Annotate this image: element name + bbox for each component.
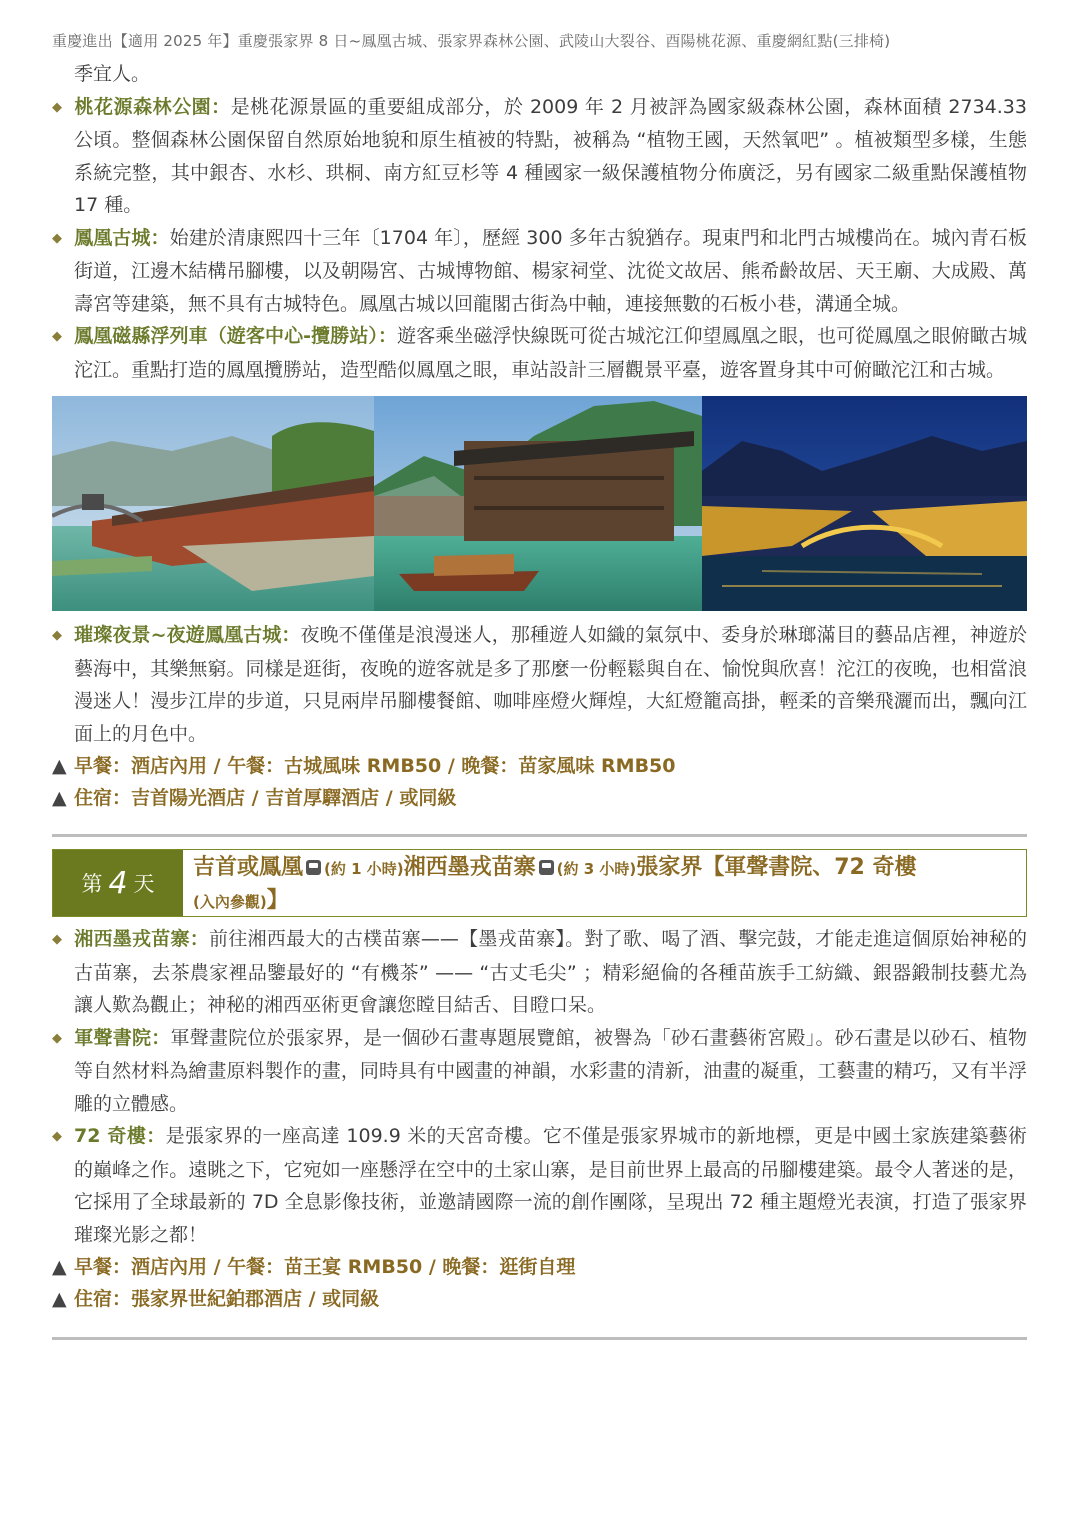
stilt-house-boat-photo: [374, 396, 702, 611]
divider: [52, 1337, 1027, 1340]
diamond-icon: ◆: [52, 99, 62, 115]
triangle-icon: ▲: [52, 755, 67, 777]
list-item: ◆ 鳳凰古城：始建於清康熙四十三年〔1704 年〕，歷經 300 多年古貌猶存。現東門和北門古城樓尚在。城內青石板街道，江邊木結構吊腳樓，以及朝陽宮、古城博物館、楊家祠堂、沈從文故居、熊希齡故居、天王廟、大成殿、萬壽宮等建築，無不具有古城特色。鳳凰古城以回龍閣古街為中軸，連接無數的石板小巷，溝通全城。: [52, 222, 1027, 321]
day4-header: [52, 849, 1027, 917]
list-item: ◆ 璀璨夜景~夜遊鳳凰古城：夜晚不僅僅是浪漫迷人，那種遊人如織的氣氛中、委身於琳瑯滿目的藝品店裡，神遊於藝海中，其樂無窮。同樣是逛街，夜晚的遊客就是多了那麼一份輕鬆與自在、愉悅與欣喜！沱江的夜晚，也相當浪漫迷人！漫步江岸的步道，只見兩岸吊腳樓餐館、咖啡座燈火輝煌，大紅燈籠高掛，輕柔的音樂飛灑而出，飄向江面上的月色中。: [52, 619, 1027, 750]
bus-icon: [539, 860, 554, 875]
diamond-icon: ◆: [52, 628, 62, 643]
triangle-icon: ▲: [52, 1288, 67, 1310]
prev-tail: 季宜人。: [74, 63, 151, 85]
photo-strip: [52, 396, 1027, 611]
fenghuang-river-photo: [52, 396, 374, 611]
diamond-icon: ◆: [52, 932, 62, 947]
divider: [52, 834, 1027, 837]
list-item: ◆ 72 奇樓：是張家界的一座高達 109.9 米的天宮奇樓。它不僅是張家界城市的新地標，更是中國土家族建築藝術的巔峰之作。遠眺之下，它宛如一座懸浮在空中的土家山寨，是目前世界上最高的吊腳樓建築。最令人著迷的是，它採用了全球最新的 7D 全息影像技術，並邀請國際一流的創作團隊，呈現出 72 種主題燈光表演，打造了張家界璀璨光影之都！: [52, 1120, 1027, 1251]
main-content: [52, 58, 1027, 1340]
diamond-icon: ◆: [52, 1129, 62, 1144]
diamond-icon: ◆: [52, 230, 62, 246]
hotel-day4: ▲ 住宿：張家界世紀鉑郡酒店 / 或同級: [52, 1283, 1027, 1315]
list-item: ◆ 桃花源森林公園：是桃花源景區的重要組成部分，於 2009 年 2 月被評為國家級森林公園，森林面積 2734.33 公頃。整個森林公園保留自然原始地貌和原生植被的特點，被稱為 “植物王國，天然氧吧” 。植被類型多樣，生態系統完整，其中銀杏、水杉、珙桐、南方紅豆杉等 4 種國家一級保護植物分佈廣泛，另有國家二級重點保護植物 17 種。: [52, 91, 1027, 222]
triangle-icon: ▲: [52, 787, 67, 809]
day-route-title: 吉首或鳳凰 (約 1 小時)湘西墨戎苗寨 (約 3 小時)張家界【軍聲書院、72 奇樓 (入內參觀)】: [193, 855, 917, 913]
list-item: ◆ 湘西墨戎苗寨：前往湘西最大的古樸苗寨——【墨戎苗寨】。對了歌、喝了酒、擊完鼓，才能走進這個原始神秘的古苗寨，去茶農家裡品鑒最好的 “有機茶” —— “古丈毛尖” ；精彩絕倫的各種苗族手工紡織、銀器鍛制技藝尤為讓人歎為觀止；神秘的湘西巫術更會讓您瞠目結舌、目瞪口呆。: [52, 923, 1027, 1022]
meals-day3: ▲ 早餐：酒店內用 / 午餐：古城風味 RMB50 / 晚餐：苗家風味 RMB50: [52, 750, 1027, 782]
hotel-day3: ▲ 住宿：吉首陽光酒店 / 吉首厚驛酒店 / 或同級: [52, 782, 1027, 814]
night-view-photo: [702, 396, 1027, 611]
page-header: 重慶進出【適用 2025 年】重慶張家界 8 日~鳳凰古城、張家界森林公園、武陵山大裂谷、酉陽桃花源、重慶網紅點(三排椅): [52, 32, 891, 50]
bus-icon: [306, 860, 321, 875]
list-item: ◆ 鳳凰磁縣浮列車（遊客中心-攬勝站）：遊客乘坐磁浮快線既可從古城沱江仰望鳳凰之眼，也可從鳳凰之眼俯瞰古城沱江。重點打造的鳳凰攬勝站，造型酷似鳳凰之眼，車站設計三層觀景平臺，遊客置身其中可俯瞰沱江和古城。: [52, 320, 1027, 386]
day-label: 第 4 天: [53, 850, 183, 916]
list-item: ◆ 軍聲書院：軍聲畫院位於張家界，是一個砂石畫專題展覽館，被譽為「砂石畫藝術宮殿」。砂石畫是以砂石、植物等自然材料為繪畫原料製作的畫，同時具有中國畫的神韻，水彩畫的清新，油畫的凝重，工藝畫的精巧，又有半浮雕的立體感。: [52, 1022, 1027, 1121]
diamond-icon: ◆: [52, 1030, 62, 1046]
diamond-icon: ◆: [52, 329, 62, 344]
triangle-icon: ▲: [52, 1256, 67, 1278]
meals-day4: ▲ 早餐：酒店內用 / 午餐：苗王宴 RMB50 / 晚餐：逛街自理: [52, 1251, 1027, 1283]
